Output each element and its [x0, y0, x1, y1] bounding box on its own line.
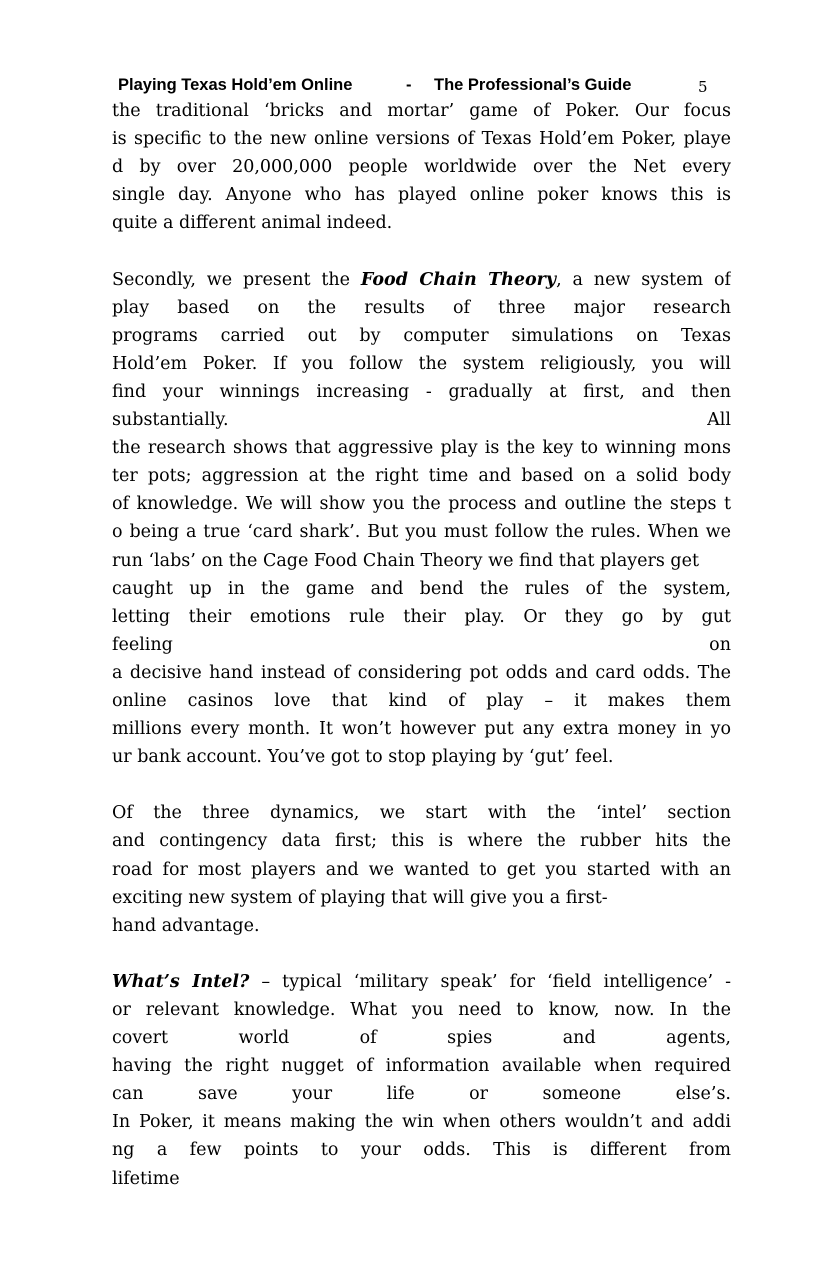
- text-run: letting their emotions rule their play. Or they go by gut: [112, 606, 731, 627]
- text-line: [112, 490, 731, 518]
- text-line: [112, 1080, 731, 1108]
- emphasized-term: What’s Intel?: [112, 971, 250, 992]
- paragraph: [112, 799, 731, 939]
- text-run: having the right nugget of information available when required: [112, 1056, 731, 1077]
- text-line: [112, 406, 731, 434]
- text-run: ur bank account. You’ve got to stop playing by ‘gut’ feel.: [112, 747, 614, 768]
- text-run: is specific to the new online versions of Texas Hold’em Poker, playe: [112, 129, 731, 150]
- paragraph-gap: [112, 940, 731, 968]
- text-line: [112, 266, 731, 294]
- text-line: [112, 631, 731, 659]
- running-header: [118, 76, 718, 98]
- text-run: find your winnings increasing - gradually at first, and then: [112, 381, 731, 402]
- text-run: the research shows that aggressive play is the key to winning mons: [112, 438, 731, 459]
- text-line: [112, 996, 731, 1024]
- text-line: [112, 884, 731, 912]
- text-run: road for most players and we wanted to get you started with an: [112, 859, 731, 880]
- text-run: a decisive hand instead of considering pot odds and card odds. The: [112, 662, 731, 683]
- text-run: , a new system of: [556, 269, 731, 290]
- header-book-title: Playing Texas Hold’em Online: [118, 76, 353, 94]
- header-subtitle: The Professional’s Guide: [434, 76, 632, 94]
- text-line: [112, 715, 731, 743]
- text-run: caught up in the game and bend the rules of the system,: [112, 578, 731, 599]
- page-number: 5: [698, 78, 708, 96]
- text-line: [112, 125, 731, 153]
- text-line: [112, 1108, 731, 1136]
- text-run: the traditional ‘bricks and mortar’ game of Poker. Our focus: [112, 101, 731, 121]
- text-line: [112, 1024, 731, 1052]
- text-run: In Poker, it means making the win when others wouldn’t and addi: [112, 1112, 731, 1133]
- text-line: [112, 968, 731, 996]
- text-run: play based on the results of three major research: [112, 297, 731, 318]
- text-run: and contingency data first; this is where the rubber hits the: [112, 831, 731, 852]
- text-run: millions every month. It won’t however put any extra money in yo: [112, 719, 731, 740]
- text-line: [112, 378, 731, 406]
- text-line: [112, 181, 731, 209]
- paragraph: [112, 266, 731, 772]
- text-line: [112, 97, 731, 125]
- text-run: lifetime: [112, 1168, 180, 1189]
- text-line: [112, 1165, 731, 1193]
- text-run: Of the three dynamics, we start with the ‘intel’ section: [112, 803, 731, 824]
- text-line: [112, 1052, 731, 1080]
- text-line: [112, 659, 731, 687]
- text-line: [112, 827, 731, 855]
- text-run: ng a few points to your odds. This is different from: [112, 1140, 731, 1161]
- text-run: hand advantage.: [112, 915, 260, 936]
- text-line: [112, 547, 731, 575]
- emphasized-term: Food Chain Theory: [360, 269, 557, 290]
- paragraph-gap: [112, 771, 731, 799]
- text-line: [112, 350, 731, 378]
- text-run: exciting new system of playing that will give you a first-: [112, 887, 608, 908]
- text-line: [112, 209, 731, 237]
- text-line: [112, 799, 731, 827]
- text-run: covert world of spies and agents,: [112, 1028, 731, 1049]
- text-line: [112, 912, 731, 940]
- text-run: o being a true ‘card shark’. But you must follow the rules. When we: [112, 522, 731, 543]
- text-line: [112, 856, 731, 884]
- text-line: [112, 687, 731, 715]
- text-run: feeling on: [112, 634, 731, 655]
- text-line: [112, 462, 731, 490]
- text-run: Secondly, we present the: [112, 269, 361, 290]
- text-run: quite a different animal indeed.: [112, 213, 393, 234]
- text-line: [112, 153, 731, 181]
- text-run: d by over 20,000,000 people worldwide over the Net every: [112, 157, 731, 178]
- text-run: of knowledge. We will show you the process and outline the steps t: [112, 494, 731, 515]
- text-line: [112, 1136, 731, 1164]
- text-line: [112, 322, 731, 350]
- text-run: programs carried out by computer simulations on Texas: [112, 325, 731, 346]
- header-separator: -: [406, 76, 412, 94]
- text-run: or relevant knowledge. What you need to know, now. In the: [112, 1000, 731, 1020]
- text-line: [112, 434, 731, 462]
- paragraph-gap: [112, 237, 731, 265]
- text-run: online casinos love that kind of play – it makes them: [112, 690, 731, 711]
- text-line: [112, 603, 731, 631]
- text-run: can save your life or someone else’s.: [112, 1084, 731, 1105]
- text-run: Hold’em Poker. If you follow the system religiously, you will: [112, 353, 731, 374]
- page-body: [112, 97, 731, 1193]
- text-line: [112, 743, 731, 771]
- paragraph: [112, 97, 731, 237]
- text-line: [112, 518, 731, 546]
- text-run: substantially. All: [112, 410, 731, 431]
- text-run: run ‘labs’ on the Cage Food Chain Theory we find that players get: [112, 550, 700, 571]
- text-run: single day. Anyone who has played online poker knows this is: [112, 185, 731, 206]
- text-line: [112, 294, 731, 322]
- text-line: [112, 575, 731, 603]
- paragraph: [112, 968, 731, 1193]
- text-run: ter pots; aggression at the right time and based on a solid body: [112, 466, 731, 487]
- text-run: – typical ‘military speak’ for ‘field intelligence’ -: [249, 971, 731, 992]
